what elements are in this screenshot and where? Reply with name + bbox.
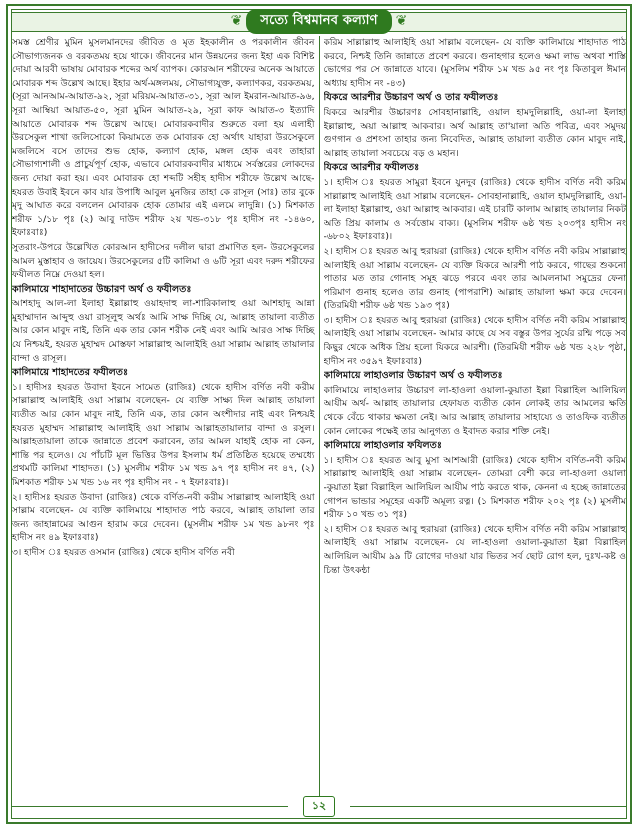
paragraph: ১। হাদীসঃ হযরত উবাদা ইবনে সামেত (রাজিঃ) থেকে হাদীস বর্ণিত নবী করীম সাল্লাল্লাহু আলাইহি ওয়া সাল্লাম বলেছেন- যে ব্যক্তি সাক্ষ্য দিল আল্লাহ তায়ালা ব্যতীত আর কোন মাবুদ নাই, তিনি এক, তার কোন অংশীদার নাই এবং নিশ্চয়ই হযরত মুহাম্মদ সাল্লাল্লাহু আলাইহি ওয়া সাল্লাম আল্লাহতায়ালার বান্দা ও রসুল। আল্লাহতায়ালা তাকে জান্নাতে প্রবেশ করাবেন, তার আমল যাহাই হোক না কেন, শান্তি পর হলেও। যে পাঁচটি মূল ভিত্তির উপর ইসলাম ধর্ম প্রতিষ্ঠিত হয়েছে তম্মধ্যে প্রথমটি কালিমা শাহাদত। (১) মুসলীম শরীফ ১ম খন্ড ৯৭ পৃঃ হাদীস নং ৪৭, (২) মিশকাত শরীফ ১ম খন্ড ১৬ নং পৃঃ হাদীস নং - ৭ ইফাঃবাঃ)।	[12, 381, 315, 488]
paragraph: ১। হাদীস ঃ হযরত আবু মুসা আশআরী (রাজিঃ) থেকে হাদীস বর্ণিত-নবী করিম সাল্লাল্লাহু আলাইহি ওয়া সাল্লাম বলেছেন- তোমরা বেশী করে লা-হাওলা ওয়ালা -কুয়াতা ইল্লা বিল্লাহিল আলিয়িল আযীম পাঠ করতে থাক, কেননা এ হচ্ছে জান্নাতের গোপন ভান্ডার সমূহের একটি অমূল্য রত্ন। (১ মিশকাত শরীফ ২০২ পৃঃ (২) মুসলীম শরীফ ১০ খন্ড ৩১ পৃঃ)	[323, 454, 626, 521]
section-heading: যিকরে আরশীর ফযীলতঃ	[323, 162, 420, 174]
footer-rule-right	[350, 806, 626, 807]
paragraph: ৩। হাদীস ঃ হযরত ওসমান (রাজিঃ) থেকে হাদীস বর্ণিত নবী	[12, 546, 235, 558]
column-divider	[319, 36, 320, 796]
floral-ornament-left-icon: ❦	[230, 13, 243, 29]
paragraph: করিম সাল্লাল্লাহু আলাইহি ওয়া সাল্লাম বলেছেন- যে ব্যক্তি কালিমায়ে শাহাদাত পাঠ করবে, নিশ্চই তিনি জান্নাতে প্রবেশ করবে। গুনাহগার হলেও ক্ষমা লাভ অথবা শাস্তি ভোগের পর সে জান্নাতে যাবে। (মুসলিম শরীফ ১ম খন্ড ৯৫ নং পৃঃ কিতাবুল ঈমান অধ্যায় হাদীস নং -৪৩)	[323, 37, 626, 89]
section-heading: কালিমায়ে শাহাদতের ফযীলতঃ	[12, 367, 129, 379]
page-number	[294, 797, 344, 815]
paragraph: ২। হাদীস ঃ হযরত আবু হুরায়রা (রাজিঃ) থেকে হাদীস বর্ণিত নবী করিম সাল্লাল্লাহু আলাইহি ওয়া সাল্লাম বলেছেন- যে ব্যক্তি যিকরে আরশী পাঠ করবে, গাছের শুকনো পাতার মত তার গোনাহ সমূহ ঝড়ে পরবে এবং তার আমলনামা সমুদ্রের ফেনা পরিমাণ গুনাহ হলেও তার গুনাহ (পাপরাশি) আল্লাহ তায়ালা ক্ষমা করে দেবেন। (তিরমিযী শরীফ ৬ষ্ঠ খন্ড ১৯৩ পৃঃ)	[323, 245, 626, 312]
section-heading: কালিমায়ে শাহাদাতের উচ্চারণ অর্থ ও ফযীলতঃ	[12, 283, 192, 295]
left-column	[12, 36, 315, 796]
header-banner	[12, 10, 626, 32]
floral-ornament-right-icon: ❦	[395, 13, 408, 29]
paragraph: কালিমায়ে লাহাওলার উচ্চারণ লা-হাওলা ওয়ালা-কুয়াতা ইল্লা বিল্লাহিল আলিয়িল আযীম অর্থ- আল্লাহ তায়ালার হেফাযত ব্যতীত কোন লোকই তার আমলের ক্ষতি থেকে বেঁচে থাকার ক্ষমতা নেই। আর আল্লাহ তায়ালার সাহায্যে ও তাওফিক ব্যতীত কোন লোকের পক্ষেই তার আনুগত্য ও ইবাদত করার শক্তি নেই।	[323, 384, 626, 437]
paragraph: সুতরাং-উপরে উল্লেখিত কোরআন হাদীসের দলীল দ্বারা প্রমাণিত হল- উরসেকুলের আমল মুস্তাহাব ও জায়েয। উরসেকুলের ৫টি কালিমা ও ৬টি সূরা এবং দরুদ শরীফের ফযীলত নিম্নে দেওয়া হল।	[12, 241, 315, 281]
footer-rule-left	[12, 806, 288, 807]
paragraph: ২। হাদীস ঃ হযরত আবু হুরায়রা (রাজিঃ) থেকে হাদীস বর্ণিত নবী করিম সাল্লাল্লাহু আলাইহি ওয়া সাল্লাম বলেছেন- যে লা-হাওলা ওয়ালা-কুয়াতা ইল্লা বিল্লাহিল আলিয়িল আযীম ৯৯ টি রোগের দাওয়া যার ভিতর সর্ব ছোট রোগ হল, দুঃখ-কষ্ট ও চিন্তা উৎকন্ঠা	[323, 523, 626, 576]
section-heading: যিকরে আরশীর উচ্চারণ অর্থ ও তার ফযীলতঃ	[323, 92, 499, 104]
section-heading: কালিমায়ে লাহাওলার ফযিলতঃ	[323, 440, 442, 452]
section-heading: কালিমায়ে লাহাওলার উচ্চারণ অর্থ ও ফযীলতঃ	[323, 370, 503, 382]
page-number-label: ১২	[303, 796, 335, 817]
paragraph: যিকরে আরশীর উচ্চারণঃ সোবহানাল্লাহি, ওয়াল হামদুলিল্লাহি, ওয়া-লা ইলাহা ইল্লাল্লাহু, অয়া আল্লাহু আকবার। অর্থ আল্লাহ তা'য়ালা অতি পবিত্র, এবং সমুদয় গুণগান ও প্রশংসা তাহার জন্য নিবেদিত, আল্লাহ তায়ালা ব্যতীত কোন মাবুদ নাই, আল্লাহ তায়ালা সবচেয়ে বড় ও মহান।	[323, 106, 626, 159]
paragraph: ২। হাদীসঃ হযরত উবাদা (রাজিঃ) থেকে বর্ণিত-নবী করীম সাল্লাল্লাহু আলাইহি ওয়া সাল্লাম বলেছেন- যে ব্যক্তি কালিমায়ে শাহাদাত পাঠ করবে, আল্লাহ তায়ালা তার জন্য জাহান্নামের আগুন হারাম করে দেবেন। (মুসলীম শরীফ ১ম খন্ড ৯৮নং পৃঃ হাদীস নং ৪৯ ইফাঃবাঃ)	[12, 491, 315, 544]
right-column	[324, 36, 627, 796]
article-body	[12, 36, 626, 796]
page-title: সত্যে বিশ্বমানব কল্যাণ	[246, 9, 391, 34]
paragraph: ১। হাদীস ঃ হযরত সামুরা ইবনে যুনদুব (রাজিঃ) থেকে হাদীস বর্ণিত নবী করিম সাল্লাল্লাহু আলাইহি ওয়া সাল্লাম বলেছেন- সোবহানাল্লাহি, ওয়াল হামদুলিল্লাহি, ওয়া-লা ইলাহা ইল্লাল্লাহু, ওয়া আল্লাহু আকবার। এই চারটি কালাম আল্লাহ তায়ালার নিকট অতি প্রিয় কালাম ও সর্বত্তোম বাক্য। (মুসলিম শরীফ ৬ষ্ঠ খন্ড ২০৩পৃঃ হাদীস নং -৬৮০২ ইফাঃবাঃ)।	[323, 176, 626, 243]
paragraph: ৩। হাদীস ঃ হযরত আবু হুরায়রা (রাজিঃ) থেকে হাদীস বর্ণিত নবী করিম সাল্লাল্লাহু আলাইহি ওয়া সাল্লাম বলেছেন- আমার কাছে যে সব বস্তুর উপর সুর্যের রশ্মি পড়ে সব কিছুর থেকে অধিক প্রিয় হলো যিকরে আরশী। (তিরমিযী শরীফ ৬ষ্ঠ খন্ড ২২৮ পৃষ্ঠা, হাদীস নং ৩৫৯৭ ইফাঃবাঃ)	[323, 314, 626, 367]
paragraph: আশহাদু আল-লা ইলাহা ইল্লাল্লাহু ওয়াহদাহু লা-শারিকালাহু ওয়া আশহাদু আন্না মুহাম্মাদান আব্দুহু ওয়া রাসূলুহু অর্থঃ আমি সাক্ষ দিচ্ছি যে, আল্লাহ তায়ালা ব্যতীত আর কোন মাবুদ নাই, তিনি এক তার কোন শরীক নেই এবং আমি আরও সাক্ষ দিচ্ছি যে নিশ্চয়ই, হযরত মুহাম্মদ মোস্তফা সাল্লাল্লাহু আলাইহি ওয়া সাল্লাম আল্লাহ তায়ালার বান্দা ও রাসূল।	[12, 298, 315, 364]
paragraph: সমস্ত শ্রেণীর মুমিন মুসলমানদের জীবিত ও মৃত ইহকালীন ও পরকালীন জীবন সৌভাগ্যজনক ও বরকতময় হয়ে থাকে। জীবনের মান উন্নয়নের জন্য ইহা এক বিশিষ্ট দোয়া আরবী ভাষায় মোবারক শব্দের অর্থ ব্যাপক। কোরআন শরীফের অনেক আয়াতে মোবারক শব্দ উল্লেখ আছে। ইহার অর্থ-মঙ্গলময়, সৌভাগ্যযুক্ত, কল্যাণকর, বরকতময়, (সূরা আনআম-আয়াত-৯২, সূরা মরিয়ম-আয়াত-৩১, সূরা আল ইমরান-আয়াত-৯৬, সূরা আম্বিয়া আয়াত-৫০, সূরা মুমিন আয়াত-২৯, সূরা কাফ আয়াত-৩ ইত্যাদি আয়াতে মোবারক শব্দ উল্লেখ আছে। মোবারকবাদীর শুরুতে বলা হয় এলাহী উরসেকুল শাখা জলিসোকো কিয়ামতে তক মোবারক হো অর্থাৎ যাহারা উরসেকুলে মজলিসে বসে তাদের শুভ হোক, কল্যাণ হোক, মঙ্গল হোক এবং তাহারা সৌভাগ্যশালী ও প্রাচুর্যপূর্ণ হোক, এভাবে মোবারকবাদীর মাধ্যমে সর্বস্তরের লোকদের জন্য দোয়া করা হয়। এবং মোবারক হো শব্দটি সহীহ হাদীস শরীফে উল্লেখ আছে- হযরত উবাই ইবনে কাব যার উপাধি আবুল মুনজির তাহা কে রাসূল (সাঃ) তার বুকে মৃদু আঘাত করে বললেন মোবারক হোক তোমার এই এলমে লাদুন্নি। (১) মিশকাত শরীফ ১/১৮ পৃঃ (২) আবু দাউদ শরীফ ২য় খন্ড-৩১৮ পৃঃ হাদীস নং -১৪৬০, ইফাঃবাঃ)	[12, 37, 315, 239]
